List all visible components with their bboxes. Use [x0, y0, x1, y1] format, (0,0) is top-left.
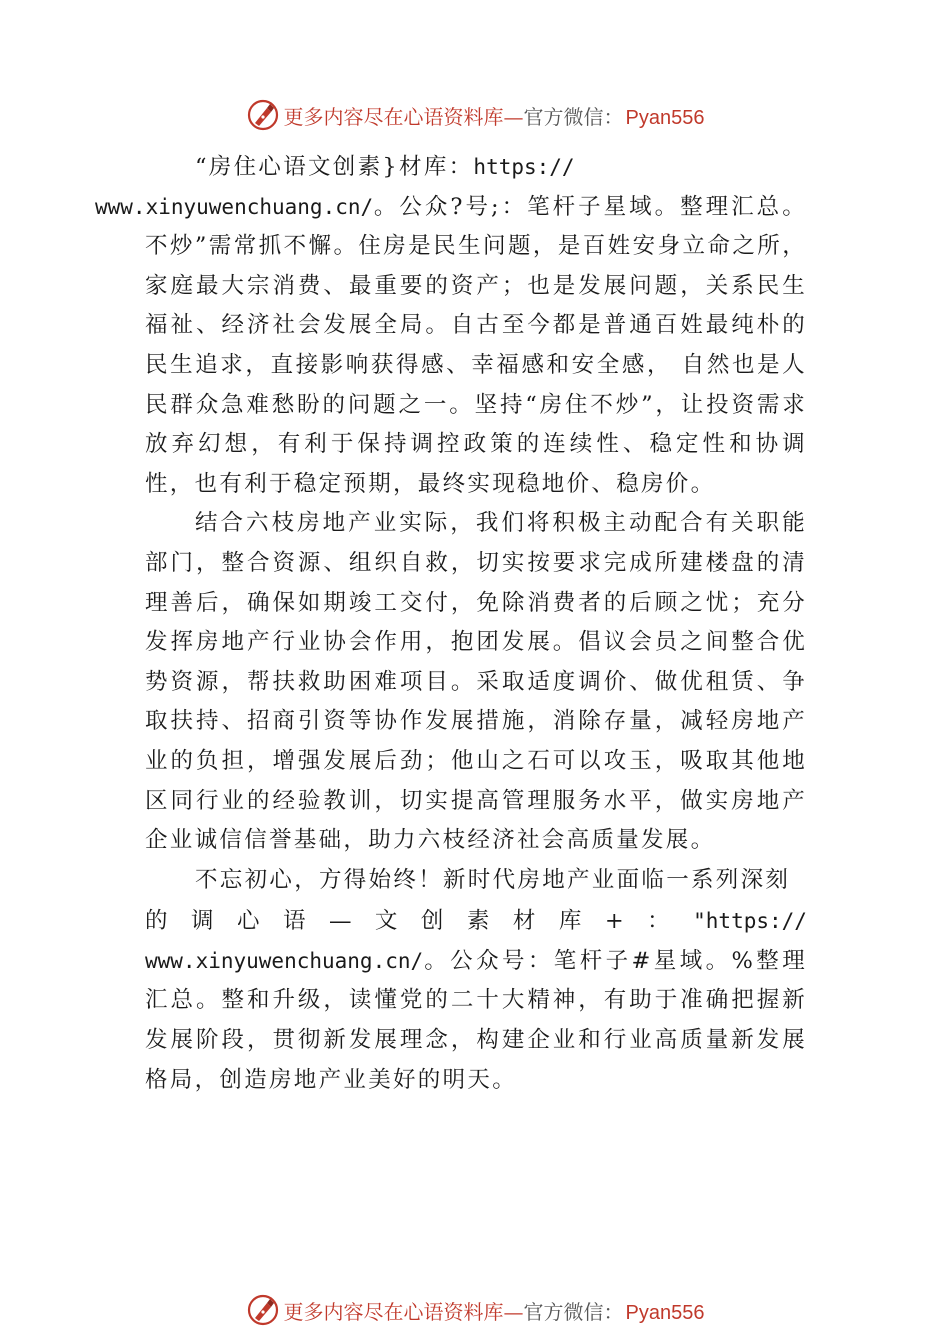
banner-text	[284, 1296, 705, 1325]
paragraph-1-url-part-a: https://	[473, 155, 575, 179]
spread-char: 材	[512, 908, 536, 935]
banner-title: 更多内容尽在心语资料库	[283, 1299, 504, 1324]
paragraph-1	[95, 148, 807, 504]
spread-char: +	[604, 908, 624, 935]
paragraph-1-lead: “房住心语文创素}材库：	[195, 154, 474, 180]
footer-banner	[0, 1290, 950, 1330]
spread-char: 库	[558, 908, 582, 935]
paragraph-3-rest	[145, 942, 807, 1100]
paragraph-1-url-part-b: www.xinyuwenchuang.cn/	[95, 194, 374, 219]
paragraph-3-url: www.xinyuwenchuang.cn/	[145, 948, 424, 973]
spread-char: 素	[466, 908, 490, 935]
spread-char: 的	[145, 908, 168, 935]
paragraph-3	[145, 861, 807, 1101]
spread-url: "https://	[693, 909, 807, 934]
spread-char: 文	[374, 908, 398, 935]
spread-char: ：	[647, 908, 670, 935]
spread-char: 调	[190, 908, 214, 935]
banner-text	[284, 101, 705, 130]
spread-char: 语	[282, 908, 306, 935]
document-body	[95, 148, 807, 1100]
spread-char: —	[328, 908, 352, 935]
banner-dash: —	[503, 104, 524, 129]
banner-handle: Pyan556	[625, 106, 705, 129]
header-banner	[0, 95, 950, 135]
spread-char: 创	[420, 908, 444, 935]
paragraph-1-text: 。公众?号;：笔杆子星域。整理汇总。不炒”需常抓不懈。住房是民生问题，是百姓安身立命之所，家庭最大宗消费、最重要的资产；也是发展问题，关系民生福祉、经济社会发展全局。自古至今都是普通百姓最纯朴的民生追求，直接影响获得感、幸福感和安全感， 自然也是人民群众急难愁盼的问题之一。坚持“房住不炒”，让投资需求放弃幻想，有利于保持调控政策的连续性、稳定性和协调性，也有利于稳定预期，最终实现稳地价、稳房价。	[145, 193, 807, 497]
banner-label: 官方微信：	[523, 104, 624, 129]
paragraph-3-text: 。公众号：笔杆子#星域。%整理汇总。整和升级，读懂党的二十大精神，有助于准确把握新发展阶段，贯彻新发展理念，构建企业和行业高质量新发展格局，创造房地产业美好的明天。	[145, 947, 807, 1093]
paragraph-3-spread-line	[145, 902, 807, 942]
paragraph-3-first-line: 不忘初心，方得始终！新时代房地产业面临一系列深刻	[195, 866, 791, 893]
paragraph-2: 结合六枝房地产业实际，我们将积极主动配合有关职能部门，整合资源、组织自救，切实按要求完成所建楼盘的清理善后，确保如期竣工交付，免除消费者的后顾之忧；充分发挥房地产行业协会作用，抱团发展。倡议会员之间整合优势资源，帮扶救助困难项目。采取适度调价、做优租赁、争取扶持、招商引资等协作发展措施，消除存量，减轻房地产业的负担，增强发展后劲；他山之石可以攻玉，吸取其他地区同行业的经验教训，切实提高管理服务水平，做实房地产企业诚信信誉基础，助力六枝经济社会高质量发展。	[145, 510, 807, 854]
banner-handle: Pyan556	[625, 1301, 705, 1324]
spread-char: 心	[236, 908, 260, 935]
pen-nib-icon	[246, 98, 280, 132]
pen-nib-icon	[246, 1293, 280, 1327]
banner-dash: —	[503, 1299, 524, 1324]
banner-title: 更多内容尽在心语资料库	[283, 104, 504, 129]
banner-label: 官方微信：	[523, 1299, 624, 1324]
